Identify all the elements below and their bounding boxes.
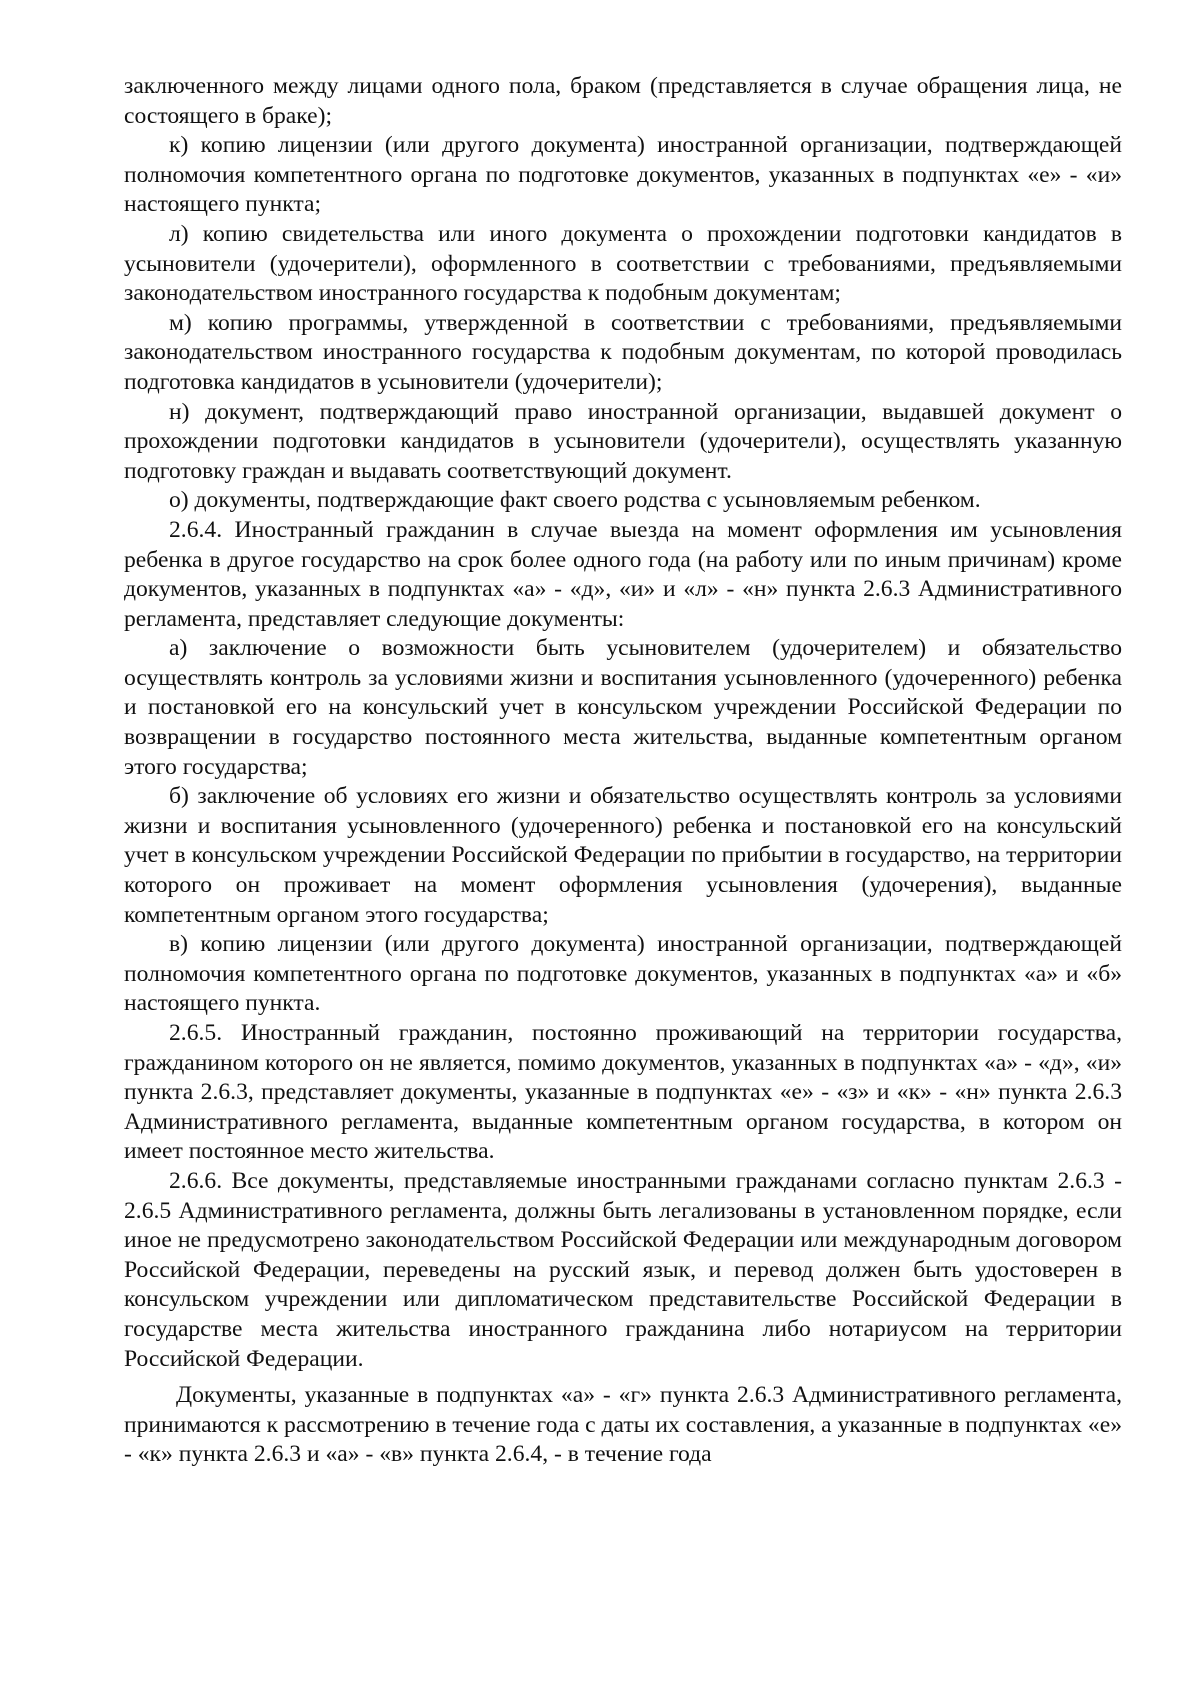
- paragraph-item-b: б) заключение об условиях его жизни и обязательство осуществлять контроль за условиями жизни и воспитания усыновленного (удочеренного) ребенка и постановкой его на консульский учет в консульском учреждении Российской Федерации по прибытии в государство, на территории которого он проживает на момент оформления усыновления (удочерения), выданные компетентным органом этого государства;: [124, 783, 1122, 928]
- document-page: [124, 72, 1122, 1470]
- paragraph-item-o: о) документы, подтверждающие факт своего родства с усыновляемым ребенком.: [169, 487, 981, 514]
- paragraph-item-a: а) заключение о возможности быть усыновителем (удочерителем) и обязательство осуществлять контроль за условиями жизни и воспитания усыновленного (удочеренного) ребенка и постановкой его на консульский учет в консульском учреждении Российской Федерации по возвращении в государство постоянного места жительства, выданные компетентным органом этого государства;: [124, 635, 1122, 780]
- paragraph-section-2-6-6: 2.6.6. Все документы, представляемые иностранными гражданами согласно пунктам 2.6.3 - 2.6.5 Административного регламента, должны быть легализованы в установленном порядке, если иное не предусмотрено законодательством Российской Федерации или международным договором Российской Федерации, переведены на русский язык, и перевод должен быть удостоверен в консульском учреждении или дипломатическом представительстве Российской Федерации в государстве места жительства иностранного гражданина либо нотариусом на территории Российской Федерации.: [124, 1167, 1122, 1372]
- paragraph-item-l: л) копию свидетельства или иного документа о прохождении подготовки кандидатов в усыновители (удочерители), оформленного в соответствии с требованиями, предъявляемыми законодательством иностранного государства к подобным документам;: [124, 220, 1122, 307]
- paragraph-item-k: к) копию лицензии (или другого документа) иностранной организации, подтверждающей полномочия компетентного органа по подготовке документов, указанных в подпунктах «е» - «и» настоящего пункта;: [124, 132, 1122, 218]
- paragraph-section-2-6-4: 2.6.4. Иностранный гражданин в случае выезда на момент оформления им усыновления ребенка в другое государство на срок более одного года (на работу или по иным причинам) кроме документов, указанных в подпунктах «а» - «д», «и» и «л» - «н» пункта 2.6.3 Административного регламента, представляет следующие документы:: [124, 516, 1122, 632]
- paragraph-continuation: заключенного между лицами одного пола, браком (представляется в случае обращения лица, не состоящего в браке);: [124, 73, 1122, 129]
- paragraph-item-m: м) копию программы, утвержденной в соответствии с требованиями, предъявляемыми законодательством иностранного государства к подобным документам, по которой проводилась подготовка кандидатов в усыновители (удочерители);: [124, 309, 1122, 395]
- paragraph-item-n: н) документ, подтверждающий право иностранной организации, выдавшей документ о прохождении подготовки кандидатов в усыновители (удочерители), осуществлять указанную подготовку граждан и выдавать соответствующий документ.: [124, 398, 1122, 484]
- paragraph-item-v: в) копию лицензии (или другого документа) иностранной организации, подтверждающей полномочия компетентного органа по подготовке документов, указанных в подпунктах «а» и «б» настоящего пункта.: [124, 931, 1122, 1017]
- paragraph-section-2-6-5: 2.6.5. Иностранный гражданин, постоянно проживающий на территории государства, гражданином которого он не является, помимо документов, указанных в подпунктах «а» - «д», «и» пункта 2.6.3, представляет документы, указанные в подпунктах «е» - «з» и «к» - «н» пункта 2.6.3 Административного регламента, выданные компетентным органом государства, в котором он имеет постоянное место жительства.: [124, 1020, 1122, 1165]
- paragraph-documents-validity: Документы, указанные в подпунктах «а» - «г» пункта 2.6.3 Административного регламента, принимаются к рассмотрению в течение года с даты их составления, а указанные в подпунктах «е» - «к» пункта 2.6.3 и «а» - «в» пункта 2.6.4, - в течение года: [124, 1382, 1122, 1468]
